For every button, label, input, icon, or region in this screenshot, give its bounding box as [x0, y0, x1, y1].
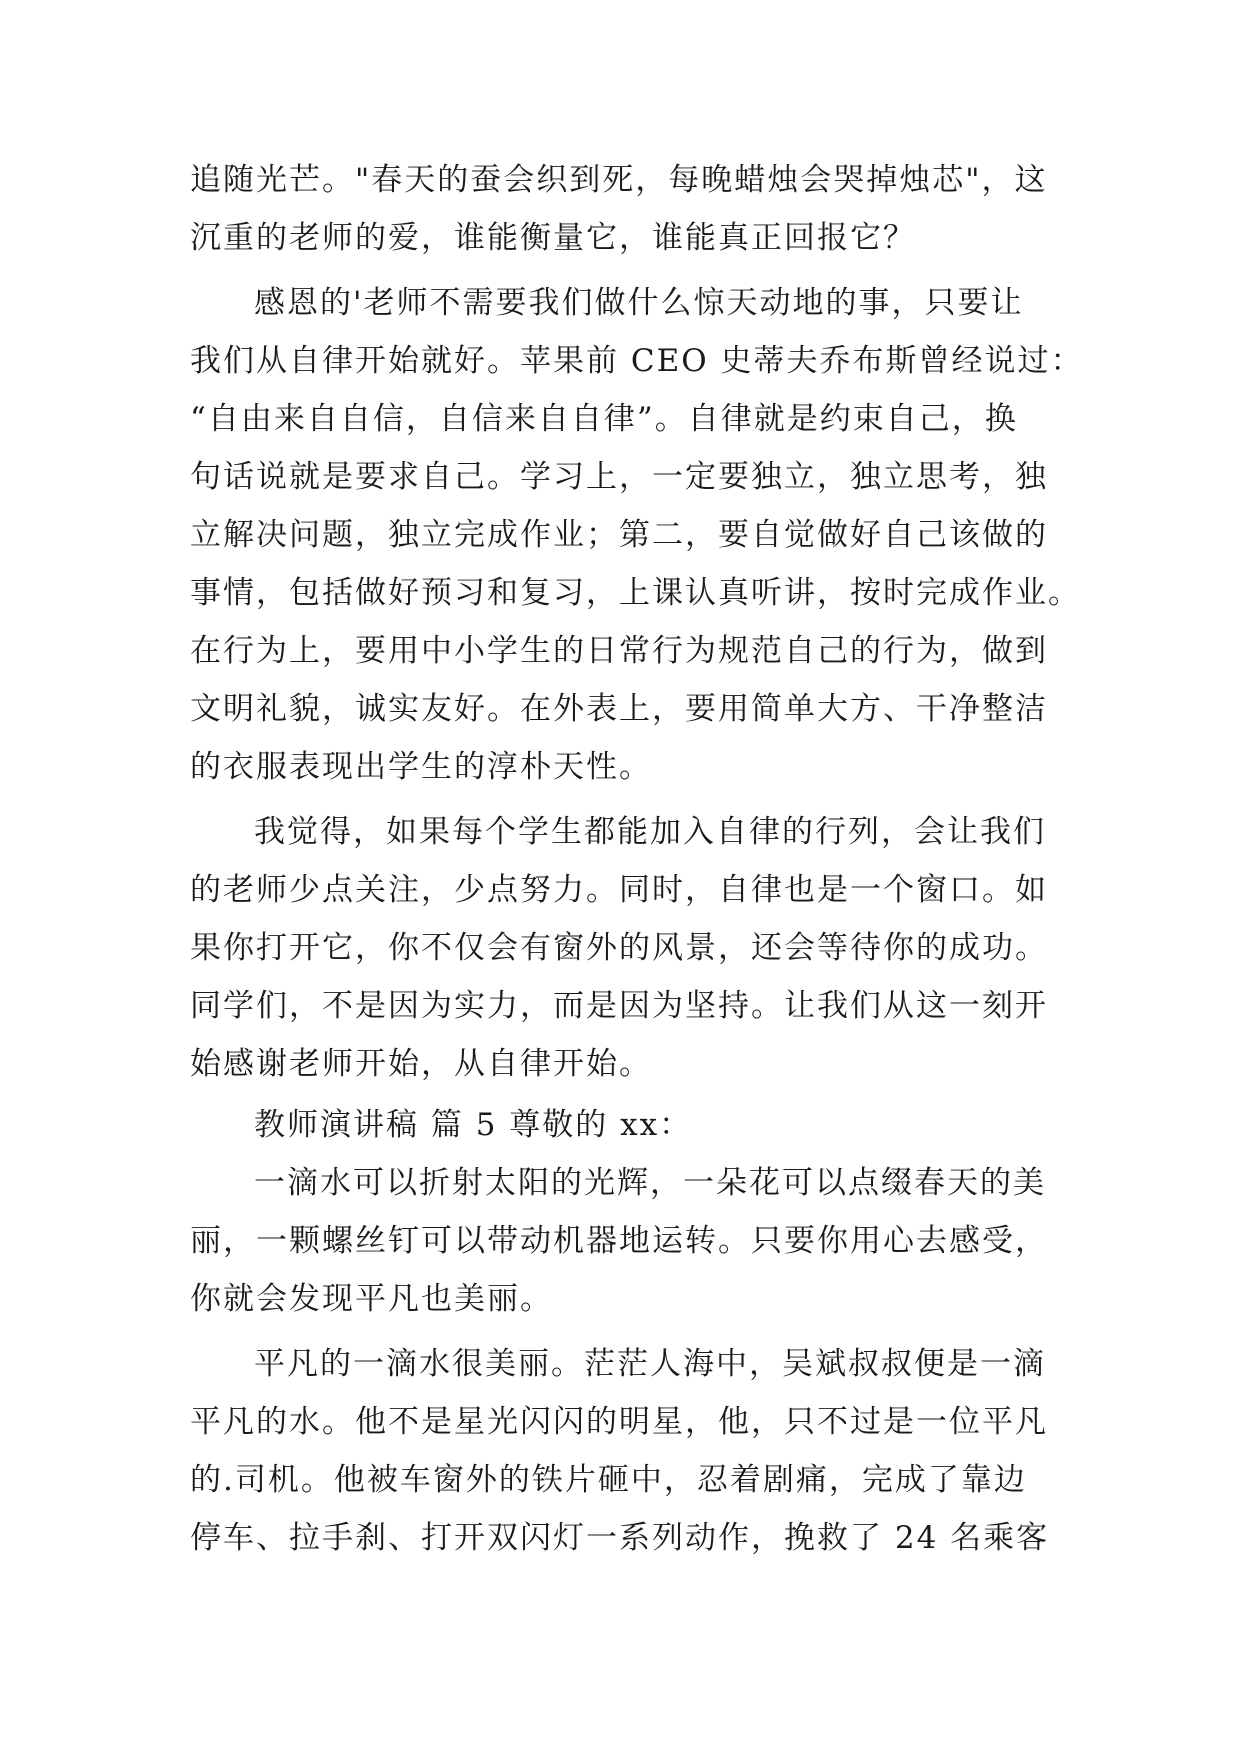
paragraph-start-line: 平凡的一滴水很美丽。茫茫人海中，吴斌叔叔便是一滴 — [254, 1346, 1046, 1382]
text-line: 我们从自律开始就好。苹果前 CEO 史蒂夫乔布斯曾经说过： — [190, 343, 1084, 379]
text-line: 停车、拉手刹、打开双闪灯一系列动作，挽救了 24 名乘客 — [190, 1520, 1050, 1556]
text-line: 平凡的水。他不是星光闪闪的明星，他，只不过是一位平凡 — [190, 1404, 1048, 1440]
text-line: 句话说就是要求自己。学习上，一定要独立，独立思考，独 — [190, 459, 1048, 495]
text-line: 在行为上，要用中小学生的日常行为规范自己的行为，做到 — [190, 633, 1048, 669]
text-line: 你就会发现平凡也美丽。 — [190, 1281, 553, 1317]
paragraph-start-line: 我觉得，如果每个学生都能加入自律的行列，会让我们 — [254, 814, 1046, 850]
text-line: 同学们，不是因为实力，而是因为坚持。让我们从这一刻开 — [190, 988, 1048, 1024]
text-line: 的衣服表现出学生的淳朴天性。 — [190, 749, 652, 785]
paragraph-start-line: 感恩的'老师不需要我们做什么惊天动地的事，只要让 — [254, 285, 1024, 321]
text-line: 立解决问题，独立完成作业；第二，要自觉做好自己该做的 — [190, 517, 1048, 553]
text-line: “自由来自自信，自信来自自律”。自律就是约束自己，换 — [190, 401, 1018, 437]
paragraph-start-line: 一滴水可以折射太阳的光辉，一朵花可以点缀春天的美 — [254, 1165, 1046, 1201]
text-line: 事情，包括做好预习和复习，上课认真听讲，按时完成作业。 — [190, 575, 1081, 611]
text-line: 沉重的老师的爱，谁能衡量它，谁能真正回报它？ — [190, 220, 916, 256]
text-line: 文明礼貌，诚实友好。在外表上，要用简单大方、干净整洁 — [190, 691, 1048, 727]
text-line: 丽，一颗螺丝钉可以带动机器地运转。只要你用心去感受， — [190, 1223, 1048, 1259]
text-line: 追随光芒。"春天的蚕会织到死，每晚蜡烛会哭掉烛芯"，这 — [190, 162, 1048, 198]
text-line: 始感谢老师开始，从自律开始。 — [190, 1046, 652, 1082]
text-line: 果你打开它，你不仅会有窗外的风景，还会等待你的成功。 — [190, 930, 1048, 966]
text-line: 的.司机。他被车窗外的铁片砸中，忍着剧痛，完成了靠边 — [190, 1462, 1027, 1498]
section-heading: 教师演讲稿 篇 5 尊敬的 xx： — [254, 1107, 693, 1143]
text-line: 的老师少点关注，少点努力。同时，自律也是一个窗口。如 — [190, 872, 1048, 908]
